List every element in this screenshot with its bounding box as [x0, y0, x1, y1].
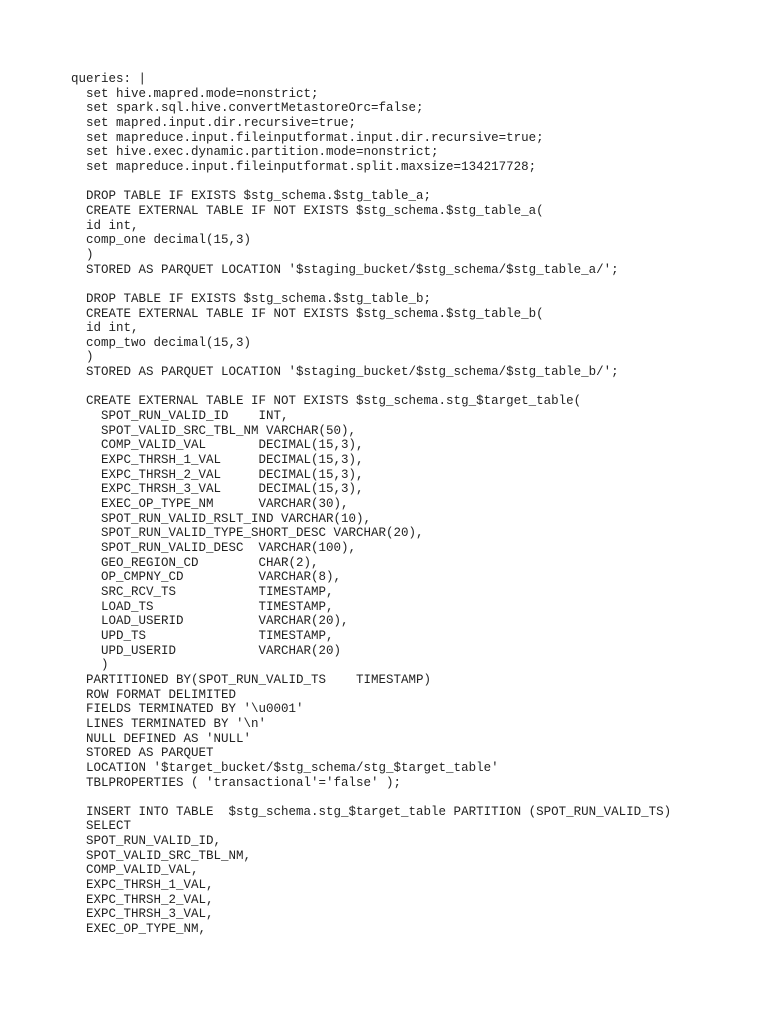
- code-line: SPOT_RUN_VALID_RSLT_IND VARCHAR(10),: [71, 511, 372, 526]
- code-line: ROW FORMAT DELIMITED: [71, 687, 237, 702]
- code-line: UPD_TS TIMESTAMP,: [71, 628, 334, 643]
- code-line: EXPC_THRSH_1_VAL,: [71, 878, 214, 893]
- code-line: EXPC_THRSH_2_VAL,: [71, 892, 214, 907]
- code-line: SPOT_RUN_VALID_DESC VARCHAR(100),: [71, 541, 357, 555]
- code-line: SPOT_RUN_VALID_TYPE_SHORT_DESC VARCHAR(20),: [71, 526, 424, 541]
- code-line: COMP_VALID_VAL,: [71, 863, 199, 878]
- code-line: PARTITIONED BY(SPOT_RUN_VALID_TS TIMESTAMP): [71, 672, 432, 687]
- code-line: OP_CMPNY_CD VARCHAR(8),: [71, 570, 342, 585]
- code-line: [71, 380, 671, 395]
- code-document: [71, 72, 671, 937]
- code-line: SPOT_RUN_VALID_ID INT,: [71, 409, 289, 424]
- code-line: CREATE EXTERNAL TABLE IF NOT EXISTS $stg_schema.$stg_table_a(: [71, 203, 544, 218]
- code-line: LOCATION '$target_bucket/$stg_schema/stg_$target_table': [71, 760, 499, 775]
- code-line: DROP TABLE IF EXISTS $stg_schema.$stg_table_b;: [71, 291, 432, 306]
- code-line: COMP_VALID_VAL DECIMAL(15,3),: [71, 438, 364, 453]
- code-line: set mapred.input.dir.recursive=true;: [71, 115, 357, 130]
- code-line: STORED AS PARQUET LOCATION '$staging_bucket/$stg_schema/$stg_table_a/';: [71, 262, 619, 277]
- code-line: INSERT INTO TABLE $stg_schema.stg_$target_table PARTITION (SPOT_RUN_VALID_TS): [71, 804, 672, 819]
- code-line: LINES TERMINATED BY '\n': [71, 716, 267, 731]
- code-line: UPD_USERID VARCHAR(20): [71, 643, 342, 658]
- code-line: [71, 790, 671, 805]
- code-line: EXPC_THRSH_1_VAL DECIMAL(15,3),: [71, 453, 364, 468]
- code-line: DROP TABLE IF EXISTS $stg_schema.$stg_table_a;: [71, 189, 432, 204]
- code-line: SPOT_RUN_VALID_ID,: [71, 834, 222, 849]
- code-line: ): [71, 247, 94, 262]
- code-line: comp_one decimal(15,3): [71, 233, 252, 248]
- code-line: GEO_REGION_CD CHAR(2),: [71, 555, 319, 570]
- code-line: LOAD_USERID VARCHAR(20),: [71, 614, 349, 629]
- code-line: NULL DEFINED AS 'NULL': [71, 731, 252, 746]
- code-line: SELECT: [71, 819, 132, 834]
- code-line: CREATE EXTERNAL TABLE IF NOT EXISTS $stg_schema.$stg_table_b(: [71, 306, 544, 321]
- code-line: comp_two decimal(15,3): [71, 335, 252, 350]
- code-line: [71, 175, 671, 190]
- code-line: CREATE EXTERNAL TABLE IF NOT EXISTS $stg_schema.stg_$target_table(: [71, 394, 582, 409]
- code-line: LOAD_TS TIMESTAMP,: [71, 599, 334, 614]
- code-line: set spark.sql.hive.convertMetastoreOrc=false;: [71, 101, 424, 116]
- code-line: set mapreduce.input.fileinputformat.input.dir.recursive=true;: [71, 130, 544, 145]
- code-line: id int,: [71, 218, 139, 233]
- code-line: id int,: [71, 321, 139, 336]
- code-line: set mapreduce.input.fileinputformat.split.maxsize=134217728;: [71, 159, 537, 174]
- code-line: STORED AS PARQUET: [71, 746, 214, 761]
- code-line: EXEC_OP_TYPE_NM VARCHAR(30),: [71, 497, 349, 512]
- code-line: FIELDS TERMINATED BY '\u0001': [71, 702, 304, 717]
- code-line: ): [71, 658, 109, 673]
- code-line: TBLPROPERTIES ( 'transactional'='false' );: [71, 775, 402, 790]
- code-line: STORED AS PARQUET LOCATION '$staging_bucket/$stg_schema/$stg_table_b/';: [71, 365, 619, 380]
- code-line: EXEC_OP_TYPE_NM,: [71, 922, 207, 937]
- code-line: ): [71, 350, 94, 365]
- code-line: SPOT_VALID_SRC_TBL_NM VARCHAR(50),: [71, 423, 357, 438]
- code-line: EXPC_THRSH_2_VAL DECIMAL(15,3),: [71, 467, 364, 482]
- code-line: set hive.exec.dynamic.partition.mode=nonstrict;: [71, 145, 439, 160]
- code-line: SPOT_VALID_SRC_TBL_NM,: [71, 848, 252, 863]
- code-line: EXPC_THRSH_3_VAL,: [71, 907, 214, 922]
- code-line: queries: |: [71, 72, 147, 86]
- code-line: EXPC_THRSH_3_VAL DECIMAL(15,3),: [71, 482, 364, 497]
- code-line: [71, 277, 671, 292]
- code-line: set hive.mapred.mode=nonstrict;: [71, 86, 319, 101]
- code-line: SRC_RCV_TS TIMESTAMP,: [71, 584, 334, 599]
